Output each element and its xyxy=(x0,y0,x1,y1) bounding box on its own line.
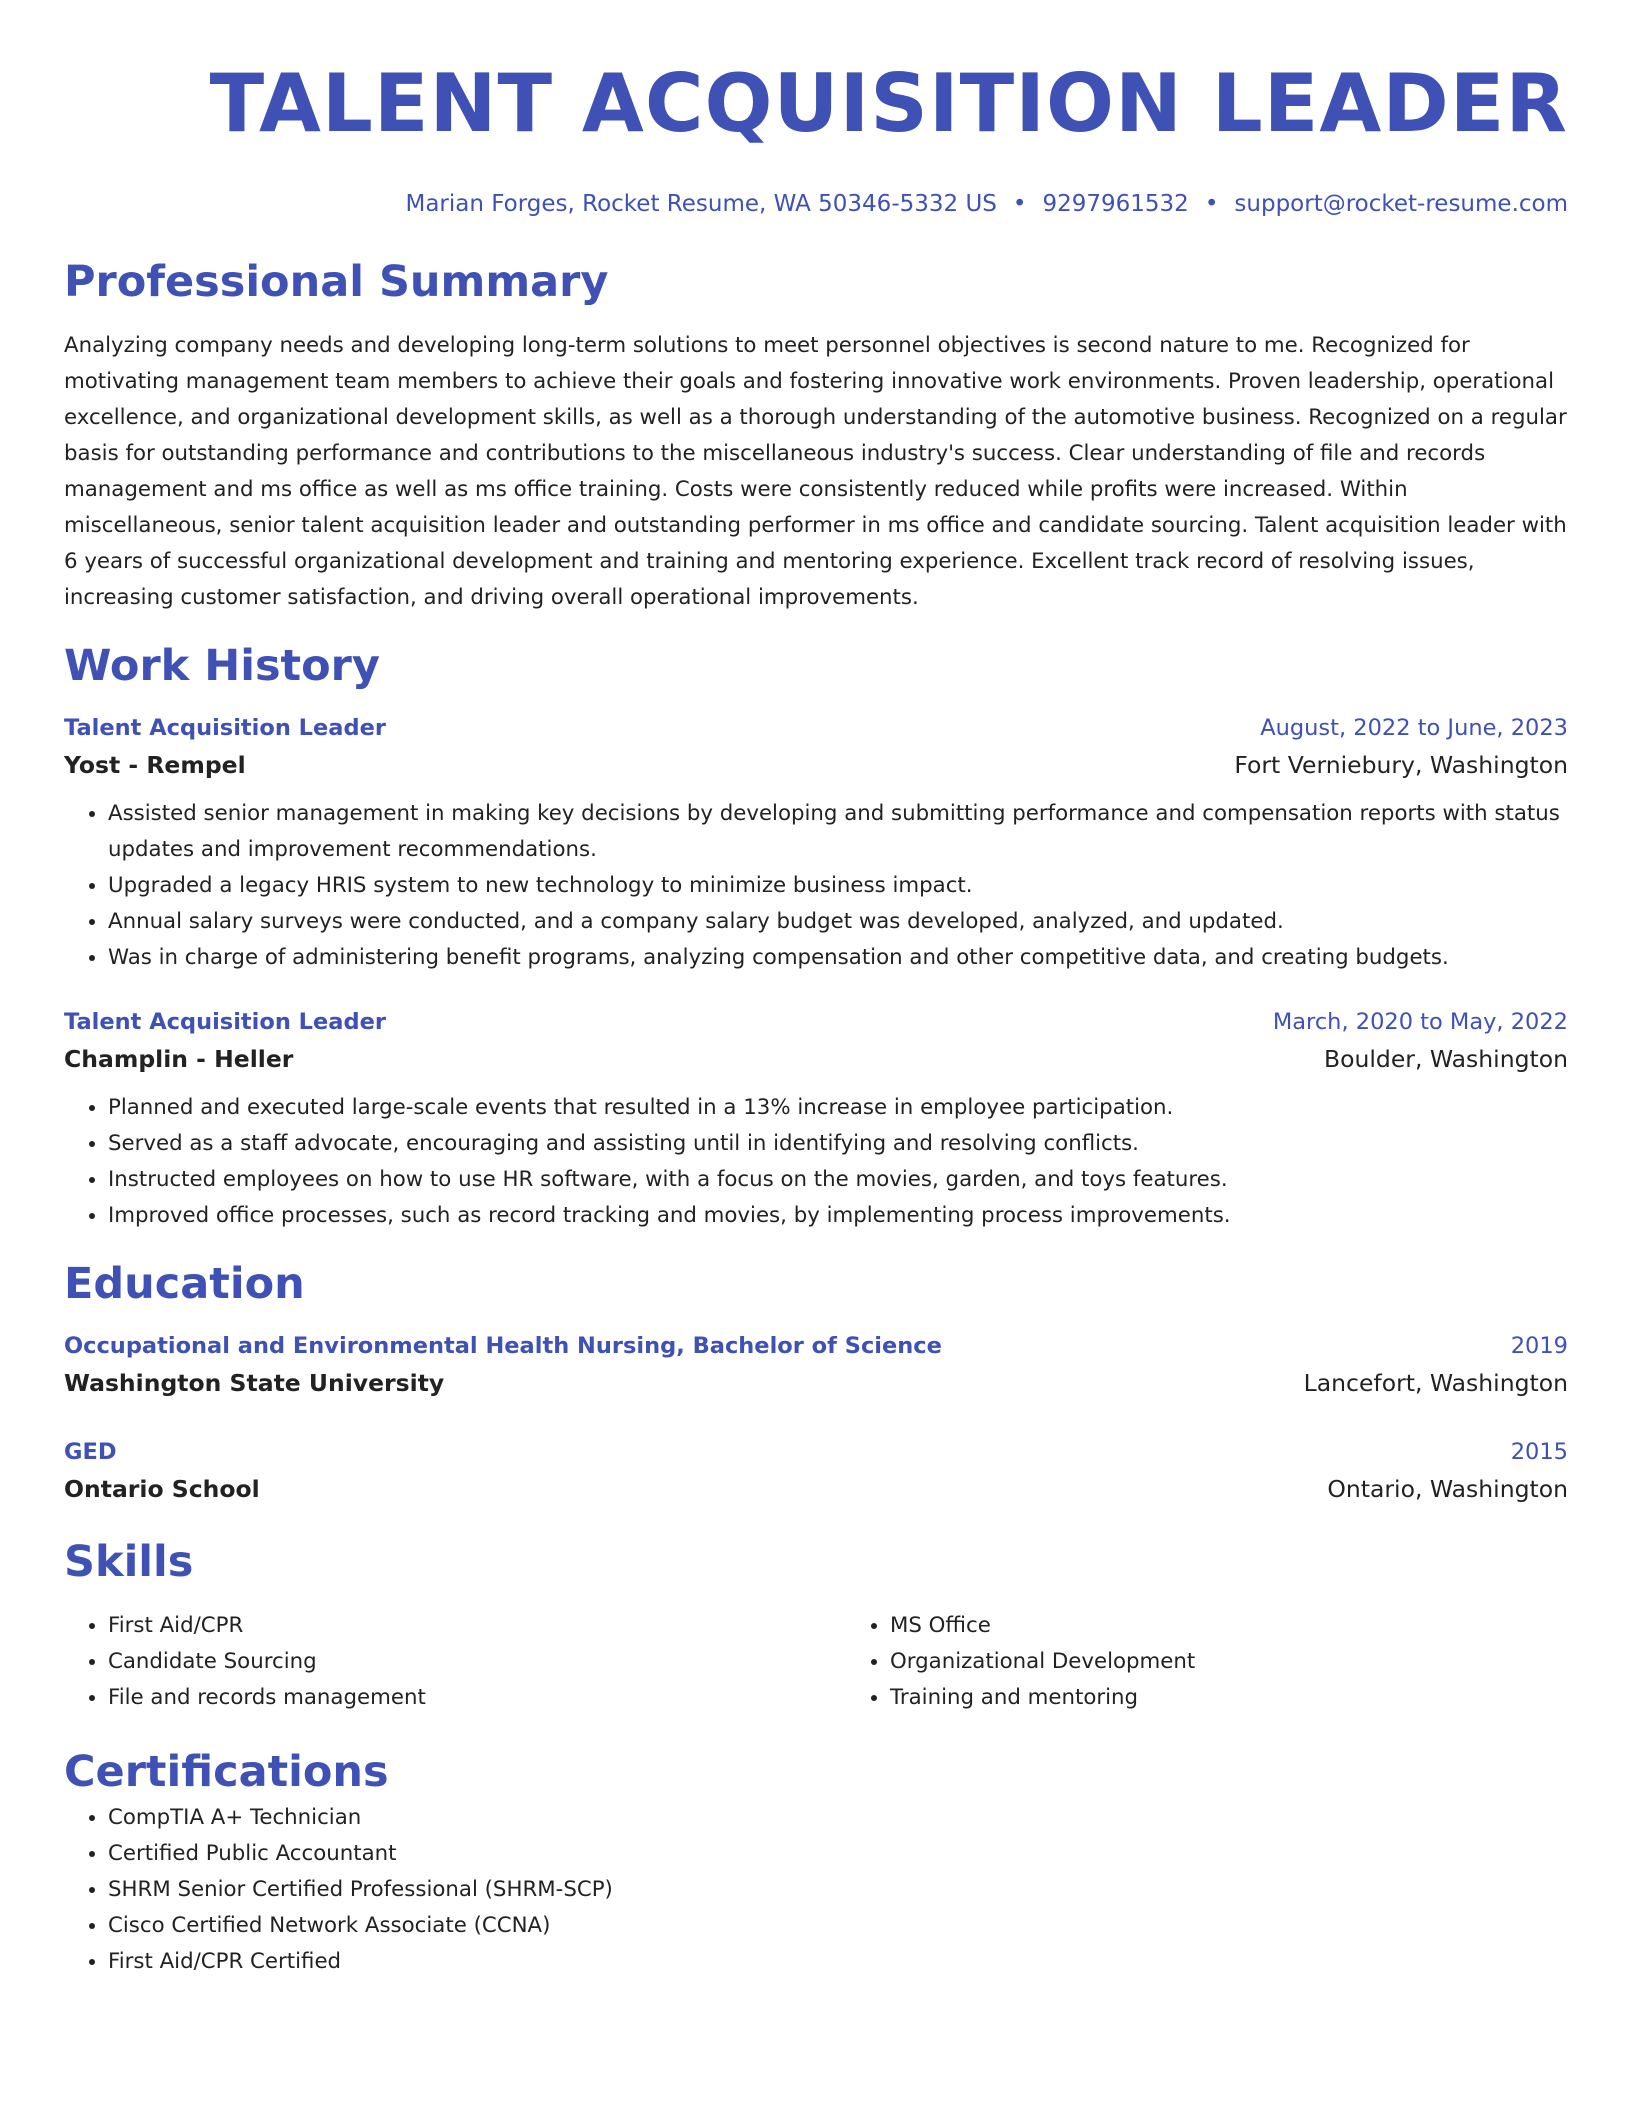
job-bullets xyxy=(64,796,1568,976)
education-school: Washington State University xyxy=(64,1369,445,1397)
job-header-row xyxy=(64,710,1568,746)
skills-section xyxy=(64,1534,1568,1716)
job-company-row xyxy=(64,746,1568,784)
education-location: Ontario, Washington xyxy=(1327,1475,1568,1503)
certifications-section xyxy=(64,1744,1568,1980)
list-item: • Upgraded a legacy HRIS system to new technology to minimize business impact. xyxy=(108,868,1568,904)
education-degree: GED xyxy=(64,1439,117,1465)
job-header-row xyxy=(64,1004,1568,1040)
work-history-heading: Work History xyxy=(64,641,380,691)
summary-section xyxy=(64,254,1568,616)
summary-heading: Professional Summary xyxy=(64,257,609,307)
list-item: • Planned and executed large-scale events that resulted in a 13% increase in employee participation. xyxy=(108,1090,1568,1126)
education-school-row xyxy=(64,1470,1568,1508)
list-item: • Annual salary surveys were conducted, and a company salary budget was developed, analyzed, and updated. xyxy=(108,904,1568,940)
job-bullets xyxy=(64,1090,1568,1234)
job-entry xyxy=(64,710,1568,976)
contact-separator: • xyxy=(1012,191,1027,217)
work-history-section xyxy=(64,638,1568,1234)
list-item: • MS Office xyxy=(890,1608,1490,1644)
contact-separator: • xyxy=(1204,191,1219,217)
job-title: Talent Acquisition Leader xyxy=(64,715,386,741)
education-school: Ontario School xyxy=(64,1475,260,1503)
education-section xyxy=(64,1256,1568,1508)
contact-line xyxy=(64,188,1568,220)
list-item: • Organizational Development xyxy=(890,1644,1490,1680)
job-company: Champlin - Heller xyxy=(64,1045,294,1073)
list-item: • Certified Public Accountant xyxy=(108,1836,1568,1872)
list-item: • Improved office processes, such as record tracking and movies, by implementing process improvements. xyxy=(108,1198,1568,1234)
job-dates: March, 2020 to May, 2022 xyxy=(1272,1009,1568,1035)
list-item: • First Aid/CPR Certified xyxy=(108,1944,1568,1980)
skills-columns xyxy=(64,1608,1568,1716)
education-location: Lancefort, Washington xyxy=(1303,1369,1568,1397)
education-header-row xyxy=(64,1328,1568,1364)
education-degree: Occupational and Environmental Health Nursing, Bachelor of Science xyxy=(64,1333,942,1359)
skills-heading: Skills xyxy=(64,1537,194,1587)
contact-email[interactable]: support@rocket-resume.com xyxy=(1234,191,1568,217)
contact-phone: 9297961532 xyxy=(1042,191,1189,217)
list-item: • Instructed employees on how to use HR software, with a focus on the movies, garden, and toys features. xyxy=(108,1162,1568,1198)
list-item: • First Aid/CPR xyxy=(108,1608,846,1644)
education-year: 2015 xyxy=(1510,1439,1568,1465)
skills-column-left xyxy=(64,1608,846,1716)
list-item: • File and records management xyxy=(108,1680,846,1716)
education-entry xyxy=(64,1434,1568,1508)
job-company-row xyxy=(64,1040,1568,1078)
list-item: • Was in charge of administering benefit programs, analyzing compensation and other competitive data, and creating budgets. xyxy=(108,940,1568,976)
list-item: • Training and mentoring xyxy=(890,1680,1490,1716)
resume-header xyxy=(64,52,1568,220)
list-item: • CompTIA A+ Technician xyxy=(108,1800,1568,1836)
job-location: Boulder, Washington xyxy=(1324,1045,1568,1073)
contact-address: Marian Forges, Rocket Resume, WA 50346-5332 US xyxy=(405,191,997,217)
job-title: Talent Acquisition Leader xyxy=(64,1009,386,1035)
job-company: Yost - Rempel xyxy=(64,751,246,779)
education-heading: Education xyxy=(64,1259,305,1309)
education-header-row xyxy=(64,1434,1568,1470)
job-location: Fort Verniebury, Washington xyxy=(1234,751,1568,779)
list-item: • Served as a staff advocate, encouraging and assisting until in identifying and resolving conflicts. xyxy=(108,1126,1568,1162)
certifications-heading: Certifications xyxy=(64,1747,389,1797)
education-entry xyxy=(64,1328,1568,1402)
skills-column-right xyxy=(846,1608,1490,1716)
job-entry xyxy=(64,1004,1568,1234)
education-school-row xyxy=(64,1364,1568,1402)
list-item: • SHRM Senior Certified Professional (SHRM-SCP) xyxy=(108,1872,1568,1908)
list-item: • Cisco Certified Network Associate (CCNA) xyxy=(108,1908,1568,1944)
list-item: • Candidate Sourcing xyxy=(108,1644,846,1680)
education-year: 2019 xyxy=(1510,1333,1568,1359)
resume-title: TALENT ACQUISITION LEADER xyxy=(209,57,1568,150)
list-item: • Assisted senior management in making key decisions by developing and submitting performance and compensation reports with status updates and improvement recommendations. xyxy=(108,796,1568,868)
job-dates: August, 2022 to June, 2023 xyxy=(1260,715,1568,741)
summary-text: Analyzing company needs and developing long-term solutions to meet personnel objectives is second nature to me. Recognized for motivating management team members to achieve their goals and fostering innovative work environments. Proven leadership, operational excellence, and organizational development skills, as well as a thorough understanding of the automotive business. Recognized on a regular basis for outstanding performance and contributions to the miscellaneous industry's success. Clear understanding of file and records management and ms office as well as ms office training. Costs were consistently reduced while profits were increased. Within miscellaneous, senior talent acquisition leader and outstanding performer in ms office and candidate sourcing. Talent acquisition leader with 6 years of successful organizational development and training and mentoring experience. Excellent track record of resolving issues, increasing customer satisfaction, and driving overall operational improvements. xyxy=(64,333,1567,610)
certifications-list xyxy=(64,1800,1568,1980)
